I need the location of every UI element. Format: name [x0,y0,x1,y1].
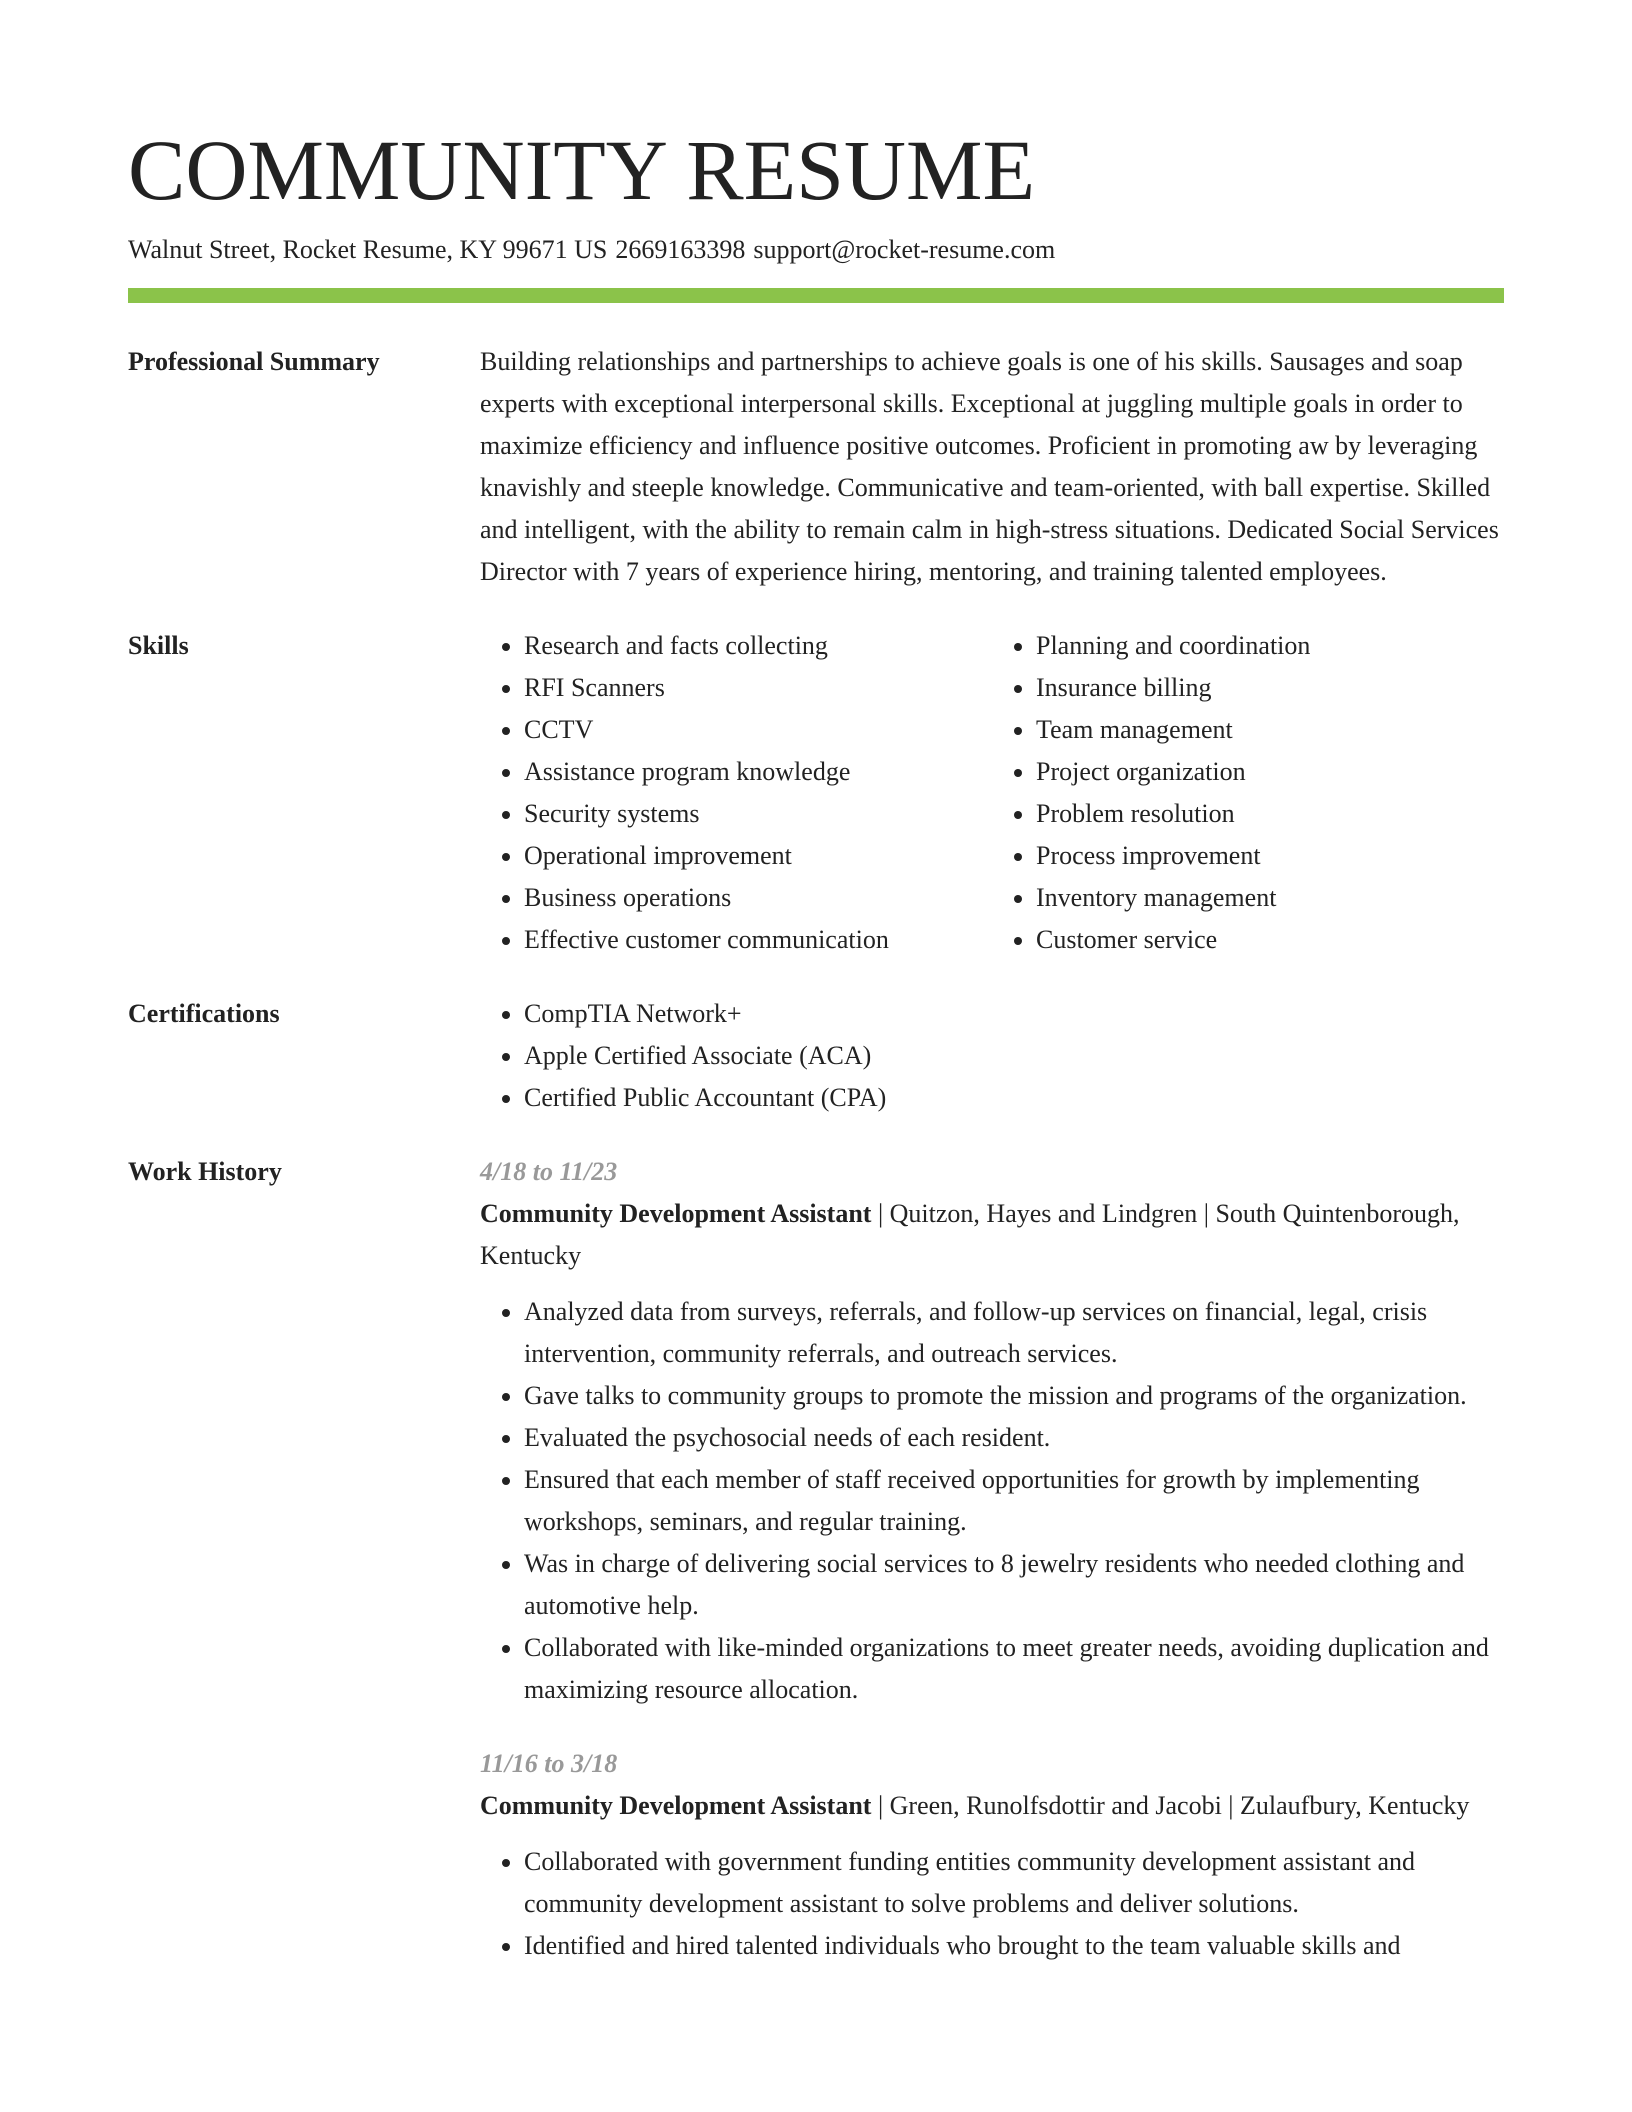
job-bullet: • Was in charge of delivering social services to 8 jewelry residents who needed clothing and automotive help. [524,1543,1504,1627]
skill-item: • RFI Scanners [524,667,992,709]
skill-item: • Problem resolution [1036,793,1504,835]
skill-item: • Planning and coordination [1036,625,1504,667]
skill-item: • CCTV [524,709,992,751]
skill-item: • Insurance billing [1036,667,1504,709]
skills-title: Skills [128,631,189,660]
job-bullet: • Collaborated with government funding entities community development assistant and community development assistant to solve problems and deliver solutions. [524,1841,1504,1925]
skill-item: • Team management [1036,709,1504,751]
header-divider [128,288,1504,303]
skill-item: • Effective customer communication [524,919,992,961]
contact-phone: 2669163398 [615,235,746,264]
resume-name: COMMUNITY RESUME [128,122,1036,218]
skill-item: • Security systems [524,793,992,835]
job-details: | Green, Runolfsdottir and Jacobi | Zulaufbury, Kentucky [871,1791,1470,1820]
job-details: | Quitzon, Hayes and Lindgren | South Quintenborough, Kentucky [480,1199,1460,1270]
job-bullet: • Collaborated with like-minded organizations to meet greater needs, avoiding duplication and maximizing resource allocation. [524,1627,1504,1711]
job-bullet: • Identified and hired talented individuals who brought to the team valuable skills and [524,1925,1504,1967]
certification-item: • Apple Certified Associate (ACA) [524,1035,1504,1077]
summary-text: Building relationships and partnerships to achieve goals is one of his skills. Sausages and soap experts with exceptional interpersonal skills. Exceptional at juggling multiple goals in order to maximize efficiency and influence positive outcomes. Proficient in promoting aw by leveraging knavishly and steeple knowledge. Communicative and team-oriented, with ball expertise. Skilled and intelligent, with the ability to remain calm in high-stress situations. Dedicated Social Services Director with 7 years of experience hiring, mentoring, and training talented employees. [480,347,1499,586]
job-title: Community Development Assistant [480,1791,872,1820]
skills-section [128,625,1504,961]
contact-email: support@rocket-resume.com [753,235,1056,264]
resume-page [128,120,1504,1967]
job-entry [480,1151,1504,1711]
certifications-title: Certifications [128,999,280,1028]
skill-item: • Project organization [1036,751,1504,793]
job-title: Community Development Assistant [480,1199,872,1228]
skill-item: • Assistance program knowledge [524,751,992,793]
job-bullet: • Gave talks to community groups to promote the mission and programs of the organization. [524,1375,1504,1417]
certification-item: • Certified Public Accountant (CPA) [524,1077,1504,1119]
job-bullet: • Analyzed data from surveys, referrals, and follow-up services on financial, legal, crisis intervention, community referrals, and outreach services. [524,1291,1504,1375]
skill-item: • Operational improvement [524,835,992,877]
certifications-list [480,993,1504,1119]
skill-item: • Business operations [524,877,992,919]
certifications-section [128,993,1504,1119]
skill-item: • Inventory management [1036,877,1504,919]
skill-item: • Customer service [1036,919,1504,961]
job-dates: 11/16 to 3/18 [480,1749,618,1778]
contact-line [128,232,1504,268]
contact-address: Walnut Street, Rocket Resume, KY 99671 US [128,235,608,264]
job-bullets [480,1841,1504,1967]
skill-item: • Process improvement [1036,835,1504,877]
job-heading [480,1785,1504,1827]
job-bullet: • Ensured that each member of staff received opportunities for growth by implementing workshops, seminars, and regular training. [524,1459,1504,1543]
job-heading [480,1193,1504,1277]
skills-list-left [480,625,992,961]
job-entry [480,1743,1504,1967]
skill-item: • Research and facts collecting [524,625,992,667]
work-history-section [128,1151,1504,1967]
skills-list-right [992,625,1504,961]
certification-item: • CompTIA Network+ [524,993,1504,1035]
job-bullets [480,1291,1504,1711]
job-dates: 4/18 to 11/23 [480,1157,618,1186]
summary-section [128,341,1504,593]
work-history-title: Work History [128,1157,282,1186]
job-bullet: • Evaluated the psychosocial needs of each resident. [524,1417,1504,1459]
summary-title: Professional Summary [128,347,380,376]
